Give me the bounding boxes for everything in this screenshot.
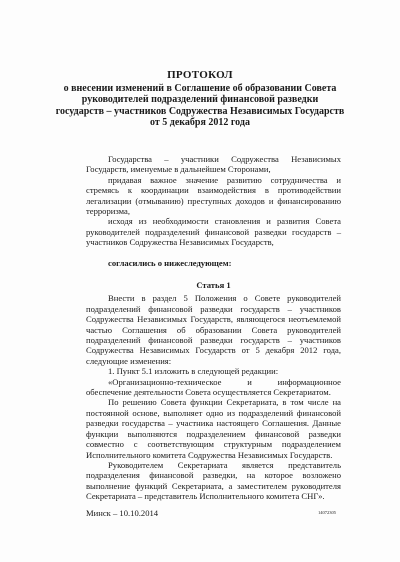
place-and-date: Минск – 10.10.2014 bbox=[86, 508, 159, 518]
article-paragraph-5: Руководителем Секретариата является представитель подразделения финансовой разведки, на которое возложено выполнение функций Секретариата, а заместителем руководителя Секретариата – представитель Исполнительного комитета СНГ». bbox=[86, 459, 341, 502]
article-paragraph-1: Внести в раздел 5 Положения о Совете руководителей подразделений финансовой разведки государств – участников Содружества Независимых Государств, являющегося неотъемлемой частью Соглашения об образовании Совета руководителей подразделений финансовой разведки государств – участников Содружества Независимых Государств от 5 декабря 2012 года, следующие изменения: bbox=[86, 293, 341, 366]
agreed-line bbox=[86, 258, 341, 268]
article-paragraph-3: «Организационно-техническое и информационное обеспечение деятельности Совета осуществляется Секретариатом. bbox=[86, 376, 341, 398]
article-paragraph-4: По решению Совета функции Секретариата, в том числе на постоянной основе, выполняет одно из подразделений финансовой разведки государства – участника настоящего Соглашения. Данные функции выполняются подразделением финансовой разведки совместно с соответствующим структурным подразделением Исполнительного комитета Содружества Независимых Государств. bbox=[86, 397, 341, 460]
preamble-paragraph-1: Государства – участники Содружества Независимых Государств, именуемые в дальнейшем Сторонами, bbox=[86, 154, 341, 175]
title-line-2: о внесении изменений в Соглашение об образовании Совета bbox=[63, 82, 337, 94]
title-line-5: от 5 декабря 2012 года bbox=[150, 117, 250, 128]
article-paragraph-2: 1. Пункт 5.1 изложить в следующей редакции: bbox=[108, 366, 279, 377]
article-1 bbox=[86, 280, 341, 502]
document-title bbox=[40, 70, 360, 129]
agreed-statement: согласились о нижеследующем: bbox=[108, 258, 232, 268]
preamble-paragraph-2: придавая важное значение развитию сотрудничества и стремясь к координации взаимодействия в противодействии легализации (отмыванию) преступных доходов и финансированию терроризма, bbox=[86, 174, 341, 217]
article-heading: Статья 1 bbox=[196, 280, 231, 290]
preamble bbox=[86, 154, 341, 248]
document-number: 14072305 bbox=[318, 510, 336, 515]
preamble-paragraph-3: исходя из необходимости становления и развития Совета руководителей подразделений финансовой разведки государств – участников Содружества Независимых Государств, bbox=[86, 216, 341, 248]
title-protocol: ПРОТОКОЛ bbox=[167, 69, 233, 81]
title-line-4: государств – участников Содружества Независимых Государств bbox=[55, 105, 345, 117]
title-line-3: руководителей подразделений финансовой разведки bbox=[81, 94, 319, 105]
